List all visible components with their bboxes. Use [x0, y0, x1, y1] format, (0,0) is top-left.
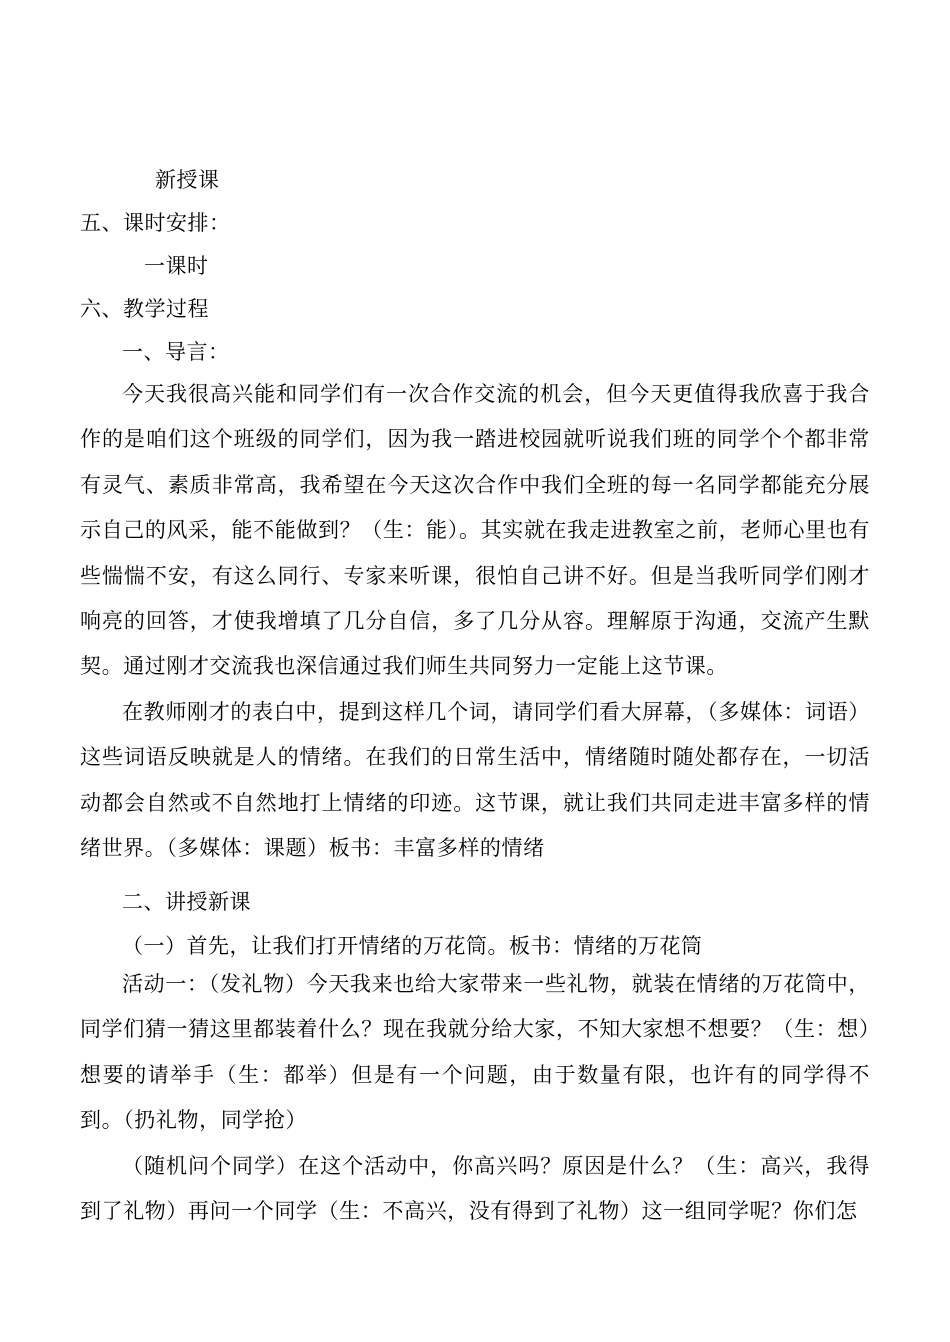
subpart1-heading: （一）首先，让我们打开情绪的万花筒。板书：情绪的万花筒 — [122, 934, 703, 958]
lesson-type: 新授课 — [155, 168, 220, 192]
part1-heading: 一、导言： — [122, 340, 230, 364]
activity1-paragraph: 活动一：（发礼物）今天我来也给大家带来一些礼物，就装在情绪的万花筒中，同学们猜一猜这里都装着什么？现在我就分给大家，不知大家想不想要？（生：想）想要的请举手（生：都举）但是有一个问题，由于数量有限，也许有的同学得不到。（扔礼物，同学抢） — [80, 972, 870, 1133]
section6-heading: 六、教学过程 — [80, 297, 209, 321]
intro-paragraph-2: 在教师刚才的表白中，提到这样几个词，请同学们看大屏幕，（多媒体：词语）这些词语反映就是人的情绪。在我们的日常生活中，情绪随时随处都存在，一切活动都会自然或不自然地打上情绪的印迹。这节课，就让我们共同走进丰富多样的情绪世界。（多媒体：课题）板书：丰富多样的情绪 — [80, 700, 870, 861]
section5-value: 一课时 — [144, 254, 209, 278]
section5-heading: 五、课时安排： — [80, 211, 231, 235]
part2-heading: 二、讲授新课 — [122, 890, 251, 914]
intro-paragraph-1: 今天我很高兴能和同学们有一次合作交流的机会，但今天更值得我欣喜于我合作的是咱们这个班级的同学们，因为我一踏进校园就听说我们班的同学个个都非常有灵气、素质非常高，我希望在今天这次合作中我们全班的每一名同学都能充分展示自己的风采，能不能做到？（生：能）。其实就在我走进教室之前，老师心里也有些惴惴不安，有这么同行、专家来听课，很怕自己讲不好。但是当我听同学们刚才响亮的回答，才使我增填了几分自信，多了几分从容。理解原于沟通，交流产生默契。通过刚才交流我也深信通过我们师生共同努力一定能上这节课。 — [80, 382, 870, 679]
followup-paragraph: （随机问个同学）在这个活动中，你高兴吗？原因是什么？（生：高兴，我得到了礼物）再问一个同学（生：不高兴，没有得到了礼物）这一组同学呢？你们怎 — [80, 1154, 870, 1224]
